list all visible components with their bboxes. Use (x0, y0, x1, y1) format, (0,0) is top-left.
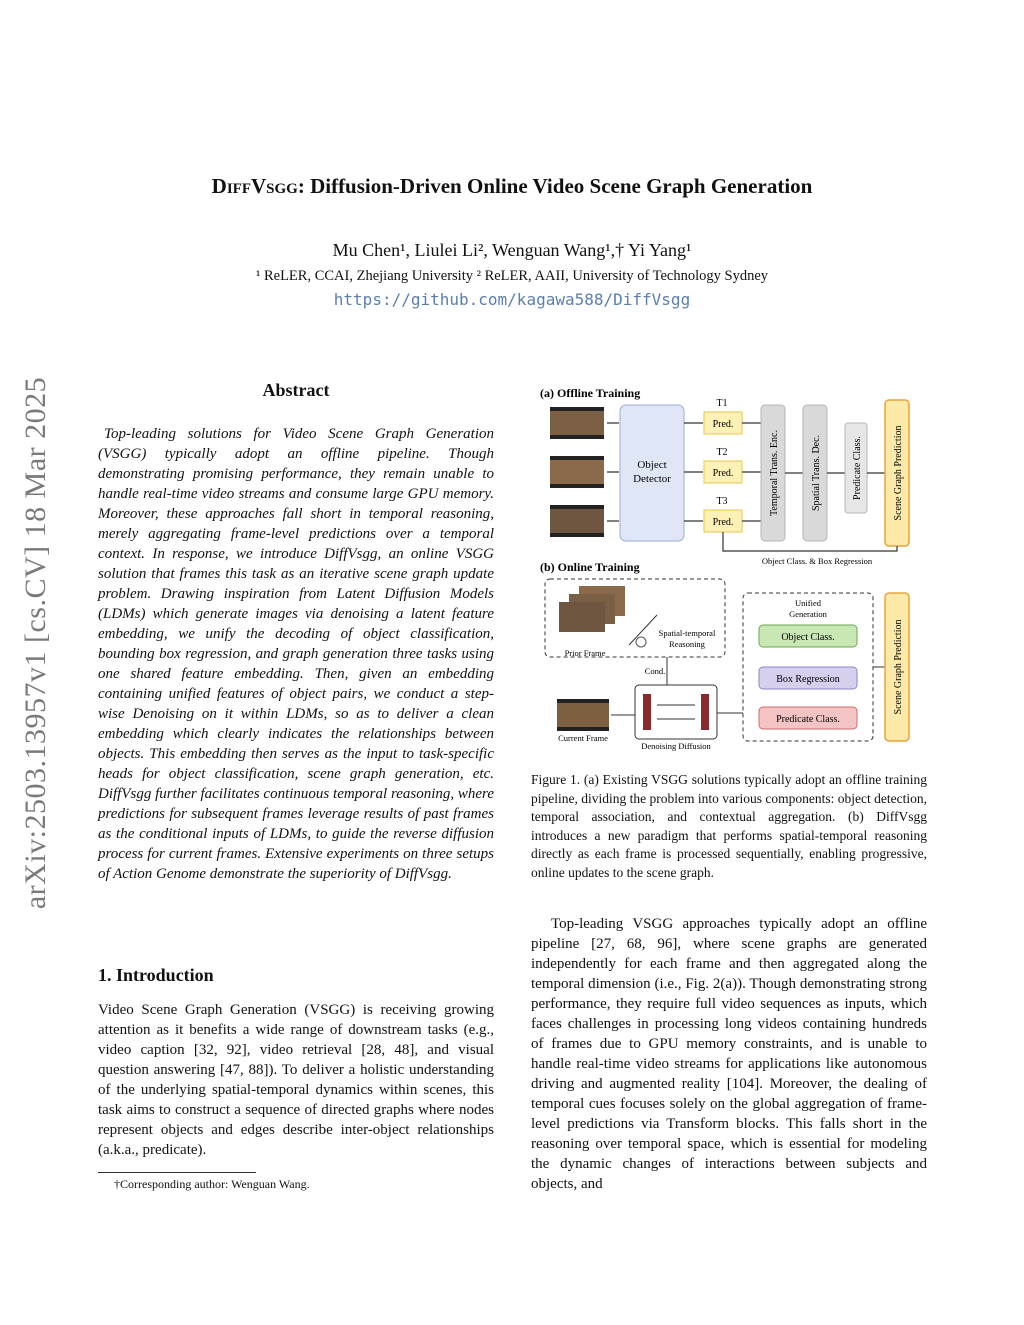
spatial-dec-label: Spatial Trans. Dec. (811, 434, 822, 512)
brain-icon (636, 637, 646, 647)
t2-label: T2 (716, 447, 728, 458)
object-class-label: Object Class. (781, 632, 835, 643)
spatial-temporal-label-1: Spatial-temporal (658, 628, 716, 638)
object-detector-label-1: Object (637, 459, 667, 471)
arxiv-id: arXiv:2503.13957v1 [cs.CV] 18 Mar 2025 (19, 376, 52, 910)
footnote: †Corresponding author: Wenguan Wang. (114, 1177, 310, 1191)
title-rest: : Diffusion-Driven Online Video Scene Graph Generation (297, 174, 813, 198)
figure-caption: Figure 1. (a) Existing VSGG solutions typically adopt an offline training pipeline, dividing the problem into various components: object detection, temporal association, and contextual aggregation. (b) DiffVsgg introduces a new paradigm that performs spatial-temporal reasoning directly as each frame is processed sequentially, enabling progressive, online updates to the scene graph. (531, 772, 927, 880)
abstract-heading: Abstract (262, 380, 330, 400)
t3-label: T3 (716, 496, 728, 507)
current-frame-label: Current Frame (558, 733, 608, 743)
pred-label-2: Pred. (712, 468, 734, 479)
intro-text: Video Scene Graph Generation (VSGG) is receiving growing attention as it benefits a wide range of downstream tasks (e.g., video caption [32, 92], video retrieval [28, 48], and visual question answering [47, 88]). To deliver a holistic understanding of the underlying spatial-temporal dynamics within scenes, this task aims to construct a sequence of directed graphs where nodes represent objects and edges describe inter-object relationships (a.k.a., predicate). (98, 1002, 494, 1158)
pred-label-1: Pred. (712, 419, 734, 430)
abstract-text: Top-leading solutions for Video Scene Graph Generation (VSGG) typically adopt an offline pipeline. Though demonstrating promising performance, they remain unable to handle real-time video streams and consume large GPU memory. Moreover, these approaches fall short in temporal reasoning, merely aggregating frame-level predictions over a temporal context. In response, we introduce DiffVsgg, an online VSGG solution that frames this task as an iterative scene graph update problem. Drawing inspiration from Latent Diffusion Models (LDMs) which generate images via denoising a latent feature embedding, we unify the decoding of object classification, bounding box regression, and graph generation three tasks using one shared feature embedding. Then, given an embedding containing unified features of object pairs, we conduct a step-wise Denoising on it within LDMs, so as to deliver a clean embedding which clearly indicates the relationships between objects. This embedding then serves as the input to task-specific heads for object classification, scene graph generation, etc. DiffVsgg further facilitates continuous temporal reasoning, where predictions for subsequent frames leverage results of past frames as the conditional inputs of LDMs, to guide the reverse diffusion process for current frames. Extensive experiments on three setups of Action Genome demonstrate the superiority of DiffVsgg. (98, 426, 494, 882)
arxiv-sidebar (8, 348, 64, 938)
github-link[interactable]: https://github.com/kagawa588/DiffVsgg (333, 290, 691, 309)
spatial-temporal-label-2: Reasoning (669, 639, 705, 649)
sg-prediction-label-b: Scene Graph Prediction (893, 619, 904, 715)
body-text-right: Top-leading VSGG approaches typically adopt an offline pipeline [27, 68, 96], where scene graphs are generated independently for each frame and then aggregated along the temporal dimension (i.e., Fig. 2(a)). Though demonstrating strong performance, they require full video sequences as inputs, which faces challenges in processing long videos containing hundreds of frames due to GPU memory constraints, and is unable to handle real-time video streams for applications like autonomous driving and augmented reality [104]. Moreover, the dealing of temporal cues focuses solely on the global aggregation of frame-level predictions via Transform blocks. This falls short in the reasoning over temporal space, which is essential for modeling the dynamic changes of interactions between subjects and objects, and (531, 916, 927, 1192)
authors: Mu Chen¹, Liulei Li², Wenguan Wang¹,† Yi Yang¹ (332, 240, 692, 260)
footnote-rule (98, 1172, 256, 1173)
sg-prediction-label-a: Scene Graph Prediction (893, 425, 904, 521)
unified-label-2: Generation (789, 609, 827, 619)
pred-label-3: Pred. (712, 517, 734, 528)
paper-title (0, 174, 1024, 199)
denoising-label: Denoising Diffusion (641, 741, 711, 751)
box-regression-label: Box Regression (776, 674, 840, 685)
predicate-class-b-label: Predicate Class. (776, 714, 840, 725)
predicate-class-label: Predicate Class. (852, 436, 863, 500)
cond-label: Cond. (644, 666, 666, 676)
regression-note: Object Class. & Box Regression (761, 556, 873, 566)
unified-label-1: Unified (795, 598, 821, 608)
title-method-name: DiffVsgg (211, 174, 298, 198)
prior-frame-label: Prior Frame (564, 648, 606, 658)
current-frame (557, 699, 609, 731)
affiliations: ¹ ReLER, CCAI, Zhejiang University ² ReLER, AAII, University of Technology Sydney (255, 268, 769, 284)
video-frames-a (550, 407, 604, 537)
object-detector-label-2: Detector (633, 473, 671, 485)
figure-1 (537, 383, 929, 755)
intro-heading: 1. Introduction (98, 965, 214, 985)
fig-section-a: (a) Offline Training (540, 386, 641, 400)
temporal-enc-label: Temporal Trans. Enc. (769, 430, 780, 516)
fig-section-b: (b) Online Training (540, 560, 640, 574)
t1-label: T1 (716, 398, 728, 409)
prior-frames (559, 586, 625, 632)
